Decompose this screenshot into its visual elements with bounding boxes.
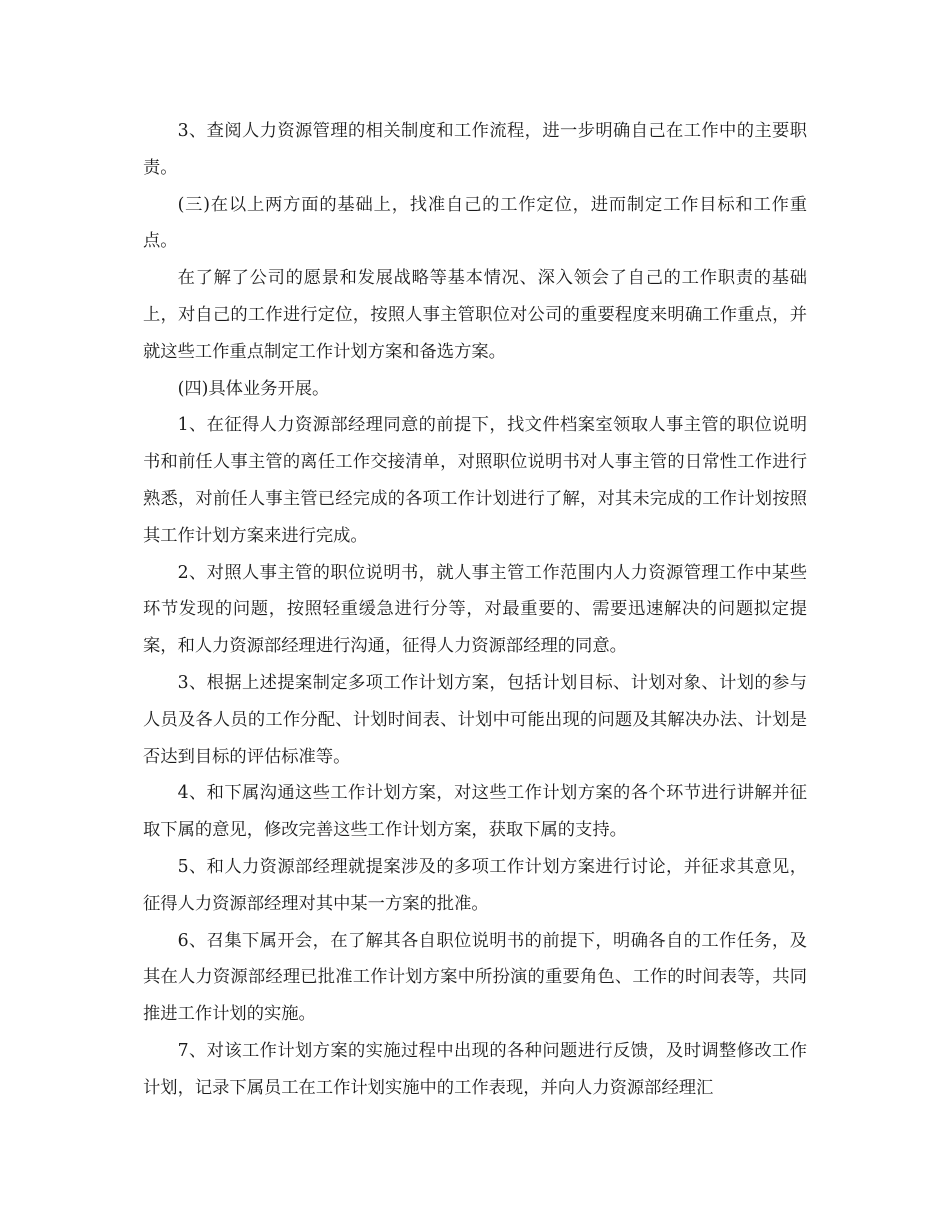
paragraph-5: 1、在征得人力资源部经理同意的前提下，找文件档案室领取人事主管的职位说明书和前任人事主管的离任工作交接清单，对照职位说明书对人事主管的日常性工作进行熟悉，对前任人事主管已经完成的各项工作计划进行了解，对其未完成的工作计划按照其工作计划方案来进行完成。 [143, 415, 807, 546]
paragraph-10: 6、召集下属开会，在了解其各自职位说明书的前提下，明确各自的工作任务，及其在人力资源部经理已批准工作计划方案中所扮演的重要角色、工作的时间表等，共同推进工作计划的实施。 [143, 930, 807, 1025]
paragraph-3: 在了解了公司的愿景和发展战略等基本情况、深入领会了自己的工作职责的基础上，对自己的工作进行定位，按照人事主管职位对公司的重要程度来明确工作重点，并就这些工作重点制定工作计划方案和备选方案。 [143, 268, 807, 362]
document-page [143, 113, 807, 1107]
paragraph-7: 3、根据上述提案制定多项工作计划方案，包括计划目标、计划对象、计划的参与人员及各人员的工作分配、计划时间表、计划中可能出现的问题及其解决办法、计划是否达到目标的评估标准等。 [143, 672, 807, 767]
paragraph-6: 2、对照人事主管的职位说明书，就人事主管工作范围内人力资源管理工作中某些环节发现的问题，按照轻重缓急进行分等，对最重要的、需要迅速解决的问题拟定提案，和人力资源部经理进行沟通，征得人力资源部经理的同意。 [143, 562, 807, 657]
paragraph-9: 5、和人力资源部经理就提案涉及的多项工作计划方案进行讨论，并征求其意见，征得人力资源部经理对其中某一方案的批准。 [143, 856, 807, 914]
paragraph-2: (三)在以上两方面的基础上，找准自己的工作定位，进而制定工作目标和工作重点。 [143, 194, 807, 252]
paragraph-1: 3、查阅人力资源管理的相关制度和工作流程，进一步明确自己在工作中的主要职责。 [143, 121, 807, 178]
paragraph-4: (四)具体业务开展。 [177, 378, 330, 399]
paragraph-8: 4、和下属沟通这些工作计划方案，对这些工作计划方案的各个环节进行讲解并征取下属的意见，修改完善这些工作计划方案，获取下属的支持。 [143, 783, 807, 841]
paragraph-11: 7、对该工作计划方案的实施过程中出现的各种问题进行反馈，及时调整修改工作计划，记录下属员工在工作计划实施中的工作表现，并向人力资源部经理汇 [143, 1040, 807, 1098]
